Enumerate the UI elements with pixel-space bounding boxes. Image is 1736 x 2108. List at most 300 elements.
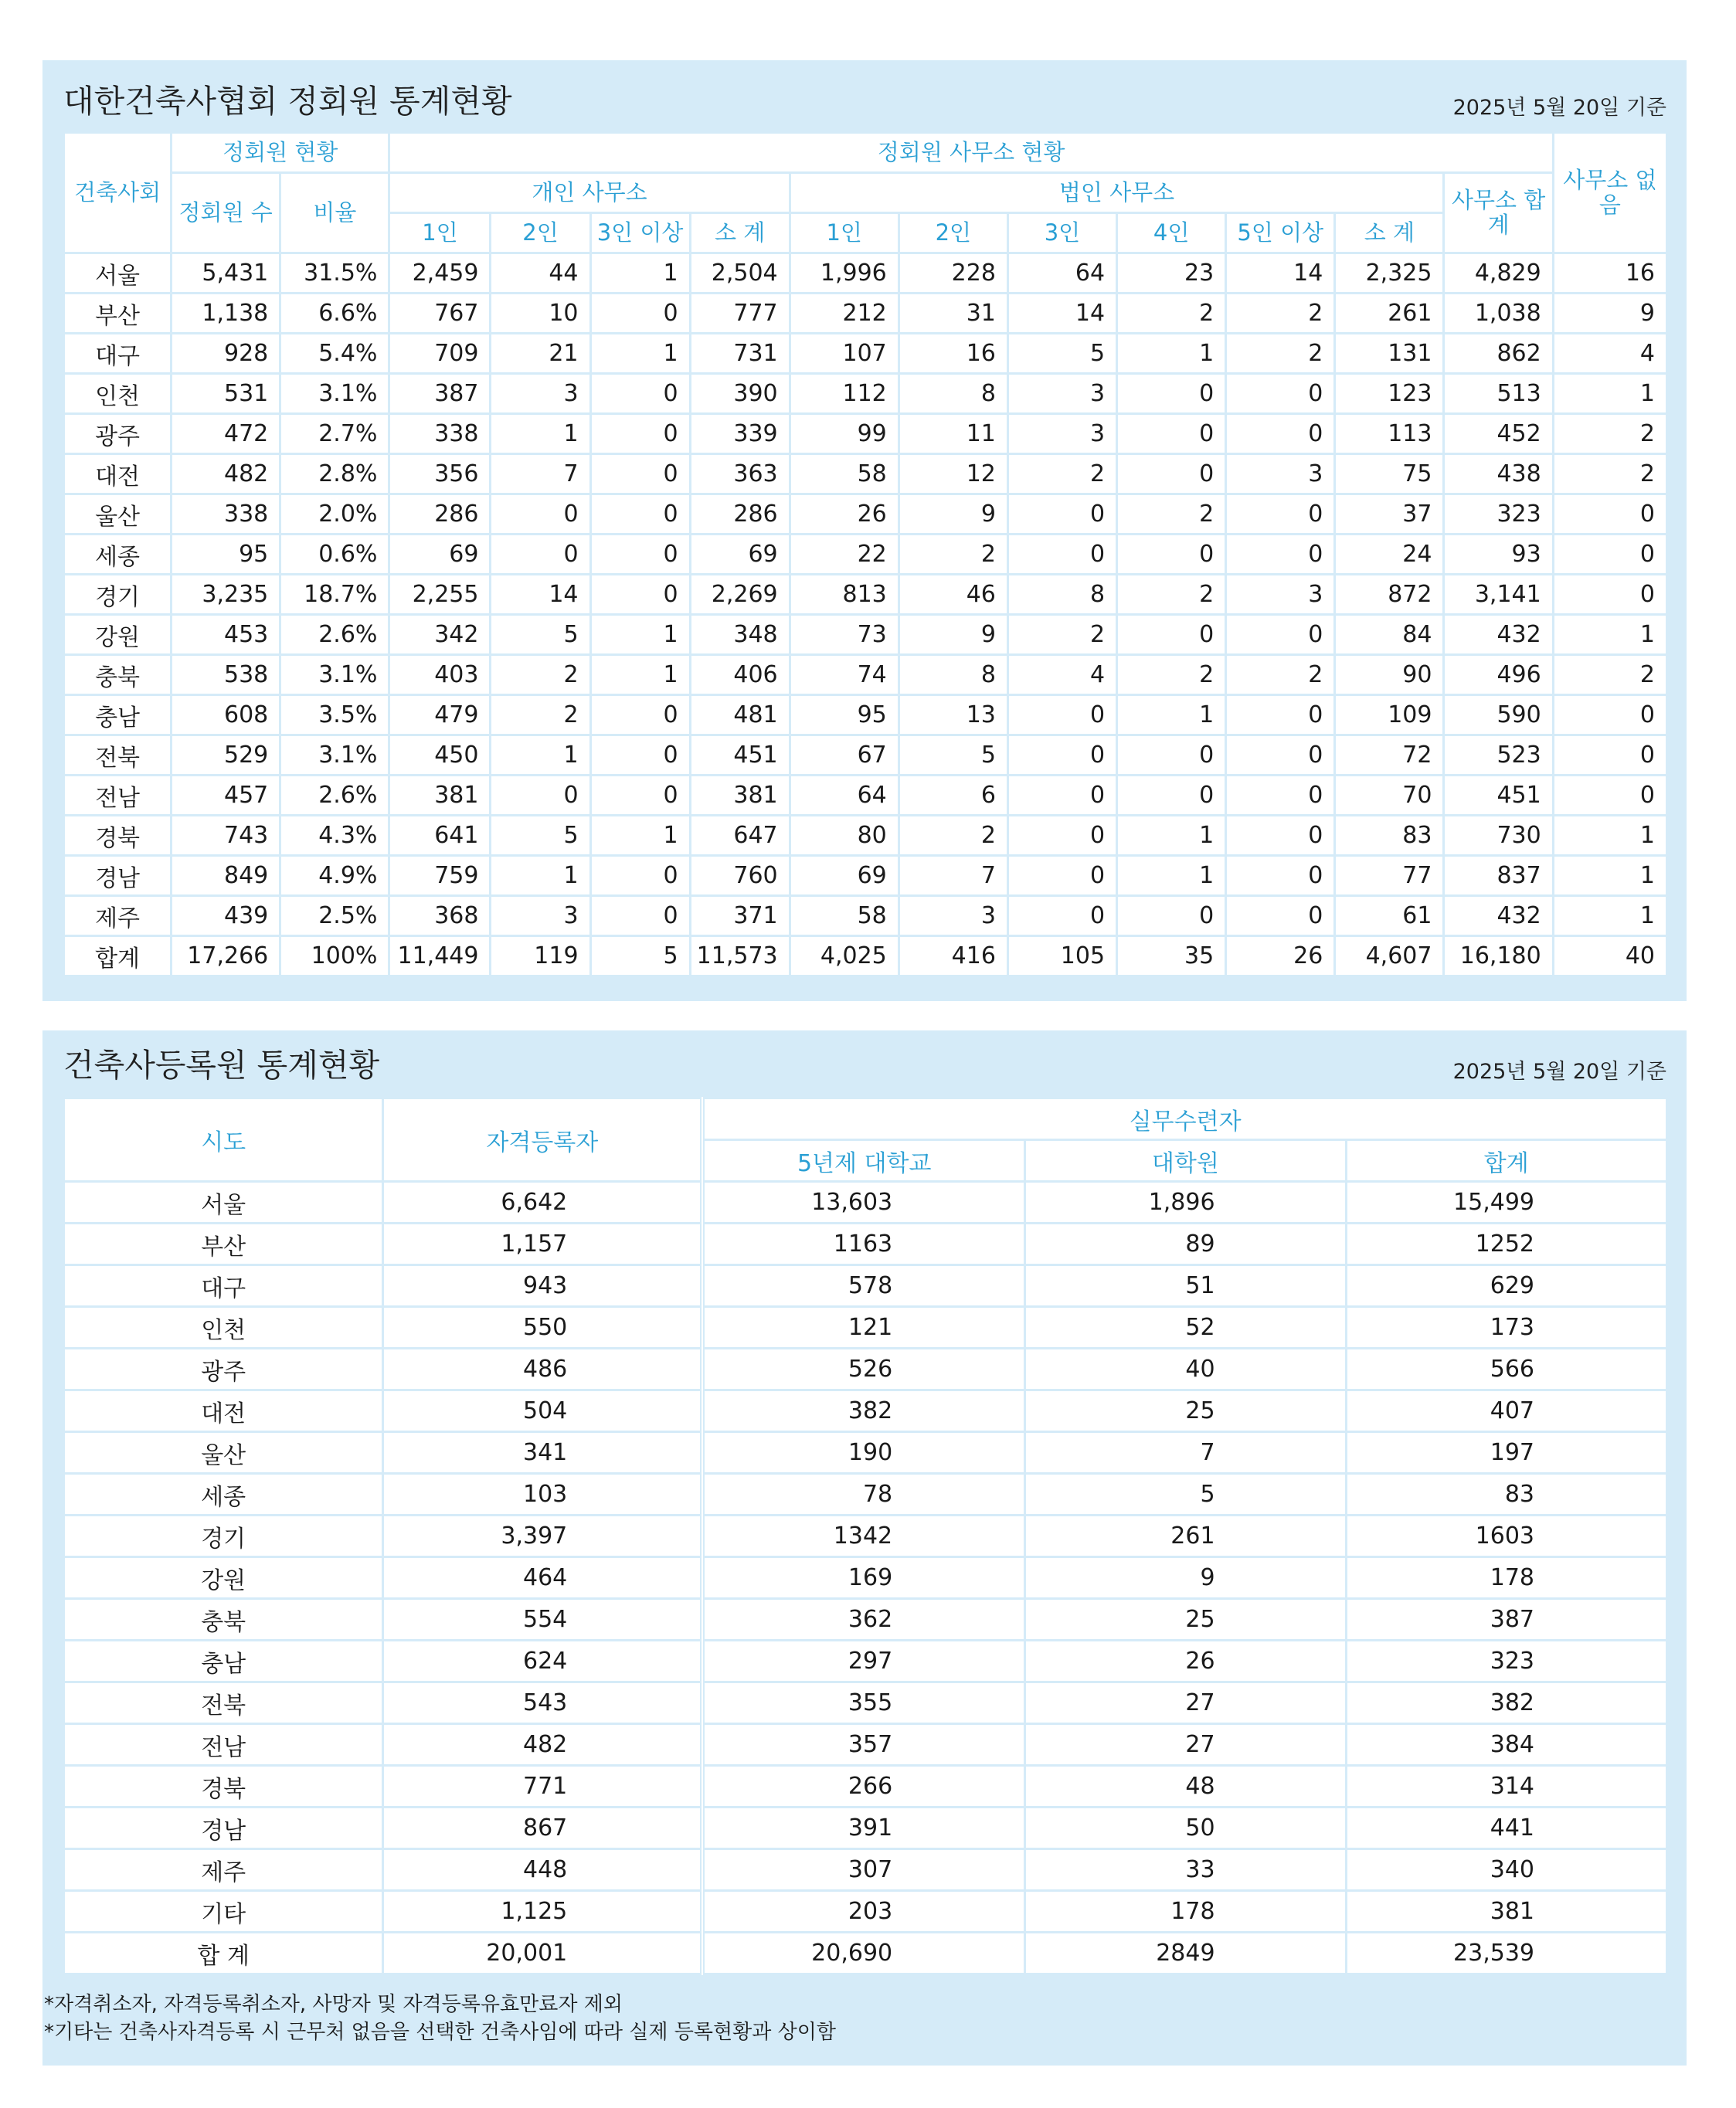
table-cell: 1 [1553, 615, 1666, 655]
table-cell: 35 [1117, 936, 1226, 976]
table-cell: 381 [1346, 1891, 1666, 1933]
table-cell: 23 [1117, 253, 1226, 294]
table-cell: 578 [702, 1265, 1024, 1307]
table-cell: 1 [590, 253, 690, 294]
table-cell: 3,141 [1444, 575, 1553, 615]
table-cell: 0 [1226, 776, 1335, 816]
table-cell: 777 [690, 294, 790, 334]
table-cell: 363 [690, 454, 790, 494]
table-cell: 123 [1335, 374, 1444, 414]
header-ind-subtotal: 소 계 [690, 213, 790, 253]
table-cell: 348 [690, 615, 790, 655]
table-row [64, 1224, 1667, 1265]
table-cell: 1,125 [383, 1891, 702, 1933]
table-cell: 342 [389, 615, 491, 655]
table-cell: 0.6% [280, 535, 389, 575]
table-cell: 89 [1025, 1224, 1346, 1265]
row-region: 전남 [64, 1724, 383, 1766]
table-cell: 0 [1007, 816, 1116, 856]
table-cell: 58 [790, 454, 899, 494]
header-ind-1: 1인 [389, 213, 491, 253]
table-cell: 16,180 [1444, 936, 1553, 976]
table-cell: 70 [1335, 776, 1444, 816]
table-cell: 1,138 [172, 294, 280, 334]
table-cell: 1 [1117, 856, 1226, 896]
table-row [64, 253, 1667, 294]
header-ind-2: 2인 [491, 213, 590, 253]
table-cell: 3 [899, 896, 1007, 936]
row-region: 광주 [64, 414, 172, 454]
table-cell: 357 [702, 1724, 1024, 1766]
table-cell: 0 [1553, 776, 1666, 816]
table-cell: 5 [491, 615, 590, 655]
table-cell: 26 [1025, 1641, 1346, 1682]
table-cell: 25 [1025, 1599, 1346, 1641]
table-cell: 95 [172, 535, 280, 575]
table-row [64, 1599, 1667, 1641]
table-cell: 624 [383, 1641, 702, 1682]
table-cell: 93 [1444, 535, 1553, 575]
table-cell: 2 [1117, 294, 1226, 334]
table-cell: 20,001 [383, 1933, 702, 1974]
table-cell: 314 [1346, 1766, 1666, 1808]
table-cell: 107 [790, 334, 899, 374]
table-row [64, 575, 1667, 615]
table-cell: 15,499 [1346, 1182, 1666, 1224]
table-cell: 90 [1335, 655, 1444, 695]
table-cell: 531 [172, 374, 280, 414]
table-row [64, 1390, 1667, 1432]
table-cell: 416 [899, 936, 1007, 976]
row-region: 울산 [64, 494, 172, 535]
table-cell: 4,829 [1444, 253, 1553, 294]
table-row [64, 294, 1667, 334]
table-cell: 608 [172, 695, 280, 735]
row-region: 기타 [64, 1891, 383, 1933]
table-cell: 121 [702, 1307, 1024, 1349]
table-cell: 61 [1335, 896, 1444, 936]
table-cell: 78 [702, 1474, 1024, 1516]
table-cell: 0 [1117, 735, 1226, 776]
table-cell: 849 [172, 856, 280, 896]
table-cell: 26 [1226, 936, 1335, 976]
table-row [64, 1808, 1667, 1849]
table-cell: 472 [172, 414, 280, 454]
table-cell: 80 [790, 816, 899, 856]
table-cell: 1 [590, 615, 690, 655]
table-cell: 1 [1553, 896, 1666, 936]
row-region: 경북 [64, 1766, 383, 1808]
table-cell: 1 [1553, 816, 1666, 856]
table-cell: 100% [280, 936, 389, 976]
table-cell: 813 [790, 575, 899, 615]
table-cell: 3 [1226, 575, 1335, 615]
table-row [64, 776, 1667, 816]
table-cell: 0 [1226, 494, 1335, 535]
note-2: *기타는 건축사자격등록 시 근무처 없음을 선택한 건축사임에 따라 실제 등록현황과 상이함 [44, 2021, 836, 2044]
table-cell: 67 [790, 735, 899, 776]
table-cell: 0 [1007, 494, 1116, 535]
table-cell: 5,431 [172, 253, 280, 294]
table-cell: 0 [590, 374, 690, 414]
header-corp-5plus: 5인 이상 [1226, 213, 1335, 253]
table-cell: 450 [389, 735, 491, 776]
row-region: 대전 [64, 454, 172, 494]
table-cell: 2,325 [1335, 253, 1444, 294]
table-cell: 743 [172, 816, 280, 856]
table-cell: 74 [790, 655, 899, 695]
table-cell: 1 [1117, 816, 1226, 856]
table-cell: 482 [172, 454, 280, 494]
table-cell: 1163 [702, 1224, 1024, 1265]
table-cell: 3.1% [280, 735, 389, 776]
table-cell: 13 [899, 695, 1007, 735]
header-ratio: 비율 [280, 173, 389, 253]
table-cell: 526 [702, 1349, 1024, 1390]
table-cell: 2,504 [690, 253, 790, 294]
table-cell: 3,397 [383, 1516, 702, 1557]
table-cell: 647 [690, 816, 790, 856]
table-cell: 486 [383, 1349, 702, 1390]
table-cell: 382 [702, 1390, 1024, 1432]
table-cell: 641 [389, 816, 491, 856]
table-cell: 95 [790, 695, 899, 735]
table-cell: 554 [383, 1599, 702, 1641]
table-cell: 31 [899, 294, 1007, 334]
table-cell: 6,642 [383, 1182, 702, 1224]
row-region: 세종 [64, 535, 172, 575]
table-cell: 504 [383, 1390, 702, 1432]
header-corp-subtotal: 소 계 [1335, 213, 1444, 253]
table-cell: 17,266 [172, 936, 280, 976]
table-cell: 203 [702, 1891, 1024, 1933]
table-cell: 2 [1226, 294, 1335, 334]
table-cell: 286 [389, 494, 491, 535]
table-cell: 16 [1553, 253, 1666, 294]
table-cell: 21 [491, 334, 590, 374]
table-cell: 103 [383, 1474, 702, 1516]
table-cell: 566 [1346, 1349, 1666, 1390]
table-cell: 40 [1553, 936, 1666, 976]
table-cell: 523 [1444, 735, 1553, 776]
table-cell: 58 [790, 896, 899, 936]
note-1: *자격취소자, 자격등록취소자, 사망자 및 자격등록유효만료자 제외 [44, 1993, 623, 2016]
header-no-office: 사무소 없음 [1553, 133, 1666, 253]
table-cell: 406 [690, 655, 790, 695]
table-cell: 2 [1553, 414, 1666, 454]
table-cell: 5.4% [280, 334, 389, 374]
header-ind-3plus: 3인 이상 [590, 213, 690, 253]
table-row [64, 1349, 1667, 1390]
table-cell: 2 [1226, 655, 1335, 695]
table-cell: 83 [1335, 816, 1444, 856]
table-cell: 464 [383, 1557, 702, 1599]
table-cell: 5 [1007, 334, 1116, 374]
table-cell: 5 [590, 936, 690, 976]
header-trainees: 실무수련자 [702, 1098, 1666, 1140]
header-corp-3: 3인 [1007, 213, 1116, 253]
table-cell: 387 [389, 374, 491, 414]
header-qualified: 자격등록자 [383, 1098, 702, 1182]
table-cell: 2,269 [690, 575, 790, 615]
table-cell: 943 [383, 1265, 702, 1307]
table-row [64, 615, 1667, 655]
table-cell: 496 [1444, 655, 1553, 695]
table-cell: 0 [590, 494, 690, 535]
table-cell: 40 [1025, 1349, 1346, 1390]
table-cell: 438 [1444, 454, 1553, 494]
table-cell: 2 [899, 816, 1007, 856]
table-cell: 368 [389, 896, 491, 936]
table-cell: 286 [690, 494, 790, 535]
table-row [64, 695, 1667, 735]
table-cell: 9 [899, 494, 1007, 535]
table-cell: 26 [790, 494, 899, 535]
table-cell: 20,690 [702, 1933, 1024, 1974]
table-cell: 1 [1553, 856, 1666, 896]
table-cell: 1,038 [1444, 294, 1553, 334]
table-cell: 2 [1007, 454, 1116, 494]
table-cell: 3 [1226, 454, 1335, 494]
table-cell: 439 [172, 896, 280, 936]
row-region: 제주 [64, 896, 172, 936]
notes [44, 1991, 836, 2046]
table-cell: 2 [1117, 575, 1226, 615]
table-cell: 24 [1335, 535, 1444, 575]
table-cell: 759 [389, 856, 491, 896]
table-cell: 69 [790, 856, 899, 896]
row-region: 경기 [64, 575, 172, 615]
table-cell: 538 [172, 655, 280, 695]
table-cell: 479 [389, 695, 491, 735]
row-region: 경북 [64, 816, 172, 856]
registration-stats-panel [42, 1030, 1687, 2066]
header-corp-2: 2인 [899, 213, 1007, 253]
row-region: 부산 [64, 294, 172, 334]
table-cell: 9 [1553, 294, 1666, 334]
table-row [64, 334, 1667, 374]
table-cell: 69 [389, 535, 491, 575]
table-cell: 867 [383, 1808, 702, 1849]
table-cell: 1 [1117, 695, 1226, 735]
table-cell: 113 [1335, 414, 1444, 454]
table-cell: 109 [1335, 695, 1444, 735]
row-region: 서울 [64, 1182, 383, 1224]
table-cell: 0 [590, 735, 690, 776]
table-cell: 2.5% [280, 896, 389, 936]
member-stats-title: 대한건축사협회 정회원 통계현황 [63, 83, 512, 120]
table-cell: 2.8% [280, 454, 389, 494]
table-row [64, 454, 1667, 494]
table-cell: 119 [491, 936, 590, 976]
table-cell: 513 [1444, 374, 1553, 414]
row-region: 합계 [64, 936, 172, 976]
table-cell: 0 [491, 535, 590, 575]
table-row [64, 1849, 1667, 1891]
table-cell: 0 [1117, 454, 1226, 494]
table-cell: 22 [790, 535, 899, 575]
table-cell: 323 [1346, 1641, 1666, 1682]
row-region: 인천 [64, 1307, 383, 1349]
table-cell: 9 [1025, 1557, 1346, 1599]
row-region: 세종 [64, 1474, 383, 1516]
table-row [64, 535, 1667, 575]
header-corp-1: 1인 [790, 213, 899, 253]
table-row [64, 896, 1667, 936]
table-cell: 432 [1444, 896, 1553, 936]
table-cell: 2,459 [389, 253, 491, 294]
table-cell: 2.6% [280, 615, 389, 655]
table-cell: 2 [491, 695, 590, 735]
table-cell: 0 [590, 535, 690, 575]
row-region: 강원 [64, 615, 172, 655]
row-region: 제주 [64, 1849, 383, 1891]
table-cell: 3.5% [280, 695, 389, 735]
table-cell: 11 [899, 414, 1007, 454]
table-cell: 50 [1025, 1808, 1346, 1849]
table-cell: 2.7% [280, 414, 389, 454]
table-cell: 13,603 [702, 1182, 1024, 1224]
row-region: 서울 [64, 253, 172, 294]
table-cell: 0 [1553, 494, 1666, 535]
table-row [64, 1682, 1667, 1724]
table-cell: 323 [1444, 494, 1553, 535]
table-cell: 338 [389, 414, 491, 454]
table-cell: 197 [1346, 1432, 1666, 1474]
table-cell: 481 [690, 695, 790, 735]
table-cell: 5 [1025, 1474, 1346, 1516]
table-cell: 51 [1025, 1265, 1346, 1307]
table-cell: 173 [1346, 1307, 1666, 1349]
table-cell: 453 [172, 615, 280, 655]
table-cell: 4,607 [1335, 936, 1444, 976]
table-cell: 339 [690, 414, 790, 454]
table-cell: 3 [491, 374, 590, 414]
table-cell: 0 [1007, 735, 1116, 776]
header-individual-office: 개인 사무소 [389, 173, 790, 213]
table-cell: 31.5% [280, 253, 389, 294]
table-cell: 27 [1025, 1724, 1346, 1766]
row-region: 광주 [64, 1349, 383, 1390]
table-cell: 261 [1335, 294, 1444, 334]
table-cell: 0 [590, 454, 690, 494]
table-cell: 3,235 [172, 575, 280, 615]
header-office-total: 사무소 합계 [1444, 173, 1553, 253]
table-cell: 432 [1444, 615, 1553, 655]
member-stats-date: 2025년 5월 20일 기준 [1452, 96, 1666, 120]
table-row [64, 816, 1667, 856]
table-cell: 4 [1553, 334, 1666, 374]
table-row [64, 1474, 1667, 1516]
table-cell: 451 [1444, 776, 1553, 816]
table-row [64, 856, 1667, 896]
table-cell: 730 [1444, 816, 1553, 856]
table-cell: 105 [1007, 936, 1116, 976]
table-cell: 0 [1117, 896, 1226, 936]
table-cell: 8 [899, 655, 1007, 695]
table-cell: 457 [172, 776, 280, 816]
row-region: 충남 [64, 1641, 383, 1682]
table-cell: 178 [1346, 1557, 1666, 1599]
row-region: 경기 [64, 1516, 383, 1557]
table-cell: 355 [702, 1682, 1024, 1724]
table-row [64, 1766, 1667, 1808]
row-region: 충남 [64, 695, 172, 735]
table-cell: 391 [702, 1808, 1024, 1849]
table-cell: 0 [1117, 535, 1226, 575]
table-row [64, 1307, 1667, 1349]
table-cell: 550 [383, 1307, 702, 1349]
table-cell: 6.6% [280, 294, 389, 334]
header-members-count: 정회원 수 [172, 173, 280, 253]
table-cell: 12 [899, 454, 1007, 494]
table-cell: 1342 [702, 1516, 1024, 1557]
table-cell: 0 [590, 856, 690, 896]
table-cell: 543 [383, 1682, 702, 1724]
row-region: 전남 [64, 776, 172, 816]
table-cell: 590 [1444, 695, 1553, 735]
table-row [64, 374, 1667, 414]
table-cell: 2,255 [389, 575, 491, 615]
table-cell: 384 [1346, 1724, 1666, 1766]
table-cell: 7 [899, 856, 1007, 896]
table-cell: 11,573 [690, 936, 790, 976]
table-row [64, 494, 1667, 535]
table-cell: 2 [491, 655, 590, 695]
table-cell: 2 [1007, 615, 1116, 655]
row-region: 경남 [64, 856, 172, 896]
row-region: 부산 [64, 1224, 383, 1265]
table-cell: 0 [1553, 575, 1666, 615]
table-cell: 14 [1226, 253, 1335, 294]
table-cell: 0 [491, 776, 590, 816]
table-cell: 0 [1007, 856, 1116, 896]
table-cell: 14 [491, 575, 590, 615]
table-cell: 0 [1007, 776, 1116, 816]
table-row [64, 1724, 1667, 1766]
header-corporate-office: 법인 사무소 [790, 173, 1444, 213]
table-row [64, 735, 1667, 776]
row-region: 강원 [64, 1557, 383, 1599]
table-cell: 1,996 [790, 253, 899, 294]
table-cell: 928 [172, 334, 280, 374]
table-cell: 228 [899, 253, 1007, 294]
table-cell: 4 [1007, 655, 1116, 695]
row-region: 합 계 [64, 1933, 383, 1974]
table-cell: 338 [172, 494, 280, 535]
table-cell: 0 [590, 575, 690, 615]
table-cell: 37 [1335, 494, 1444, 535]
table-cell: 0 [1226, 896, 1335, 936]
table-row [64, 1933, 1667, 1974]
table-cell: 4.3% [280, 816, 389, 856]
registration-stats-table [63, 1097, 1668, 1975]
table-cell: 1603 [1346, 1516, 1666, 1557]
header-office-status: 정회원 사무소 현황 [389, 133, 1553, 173]
table-cell: 872 [1335, 575, 1444, 615]
table-cell: 0 [1117, 414, 1226, 454]
table-cell: 0 [590, 776, 690, 816]
table-cell: 3 [1007, 374, 1116, 414]
table-cell: 381 [389, 776, 491, 816]
table-cell: 0 [1117, 615, 1226, 655]
table-cell: 2.6% [280, 776, 389, 816]
table-cell: 629 [1346, 1265, 1666, 1307]
table-cell: 767 [389, 294, 491, 334]
table-cell: 403 [389, 655, 491, 695]
table-cell: 1,896 [1025, 1182, 1346, 1224]
table-cell: 83 [1346, 1474, 1666, 1516]
